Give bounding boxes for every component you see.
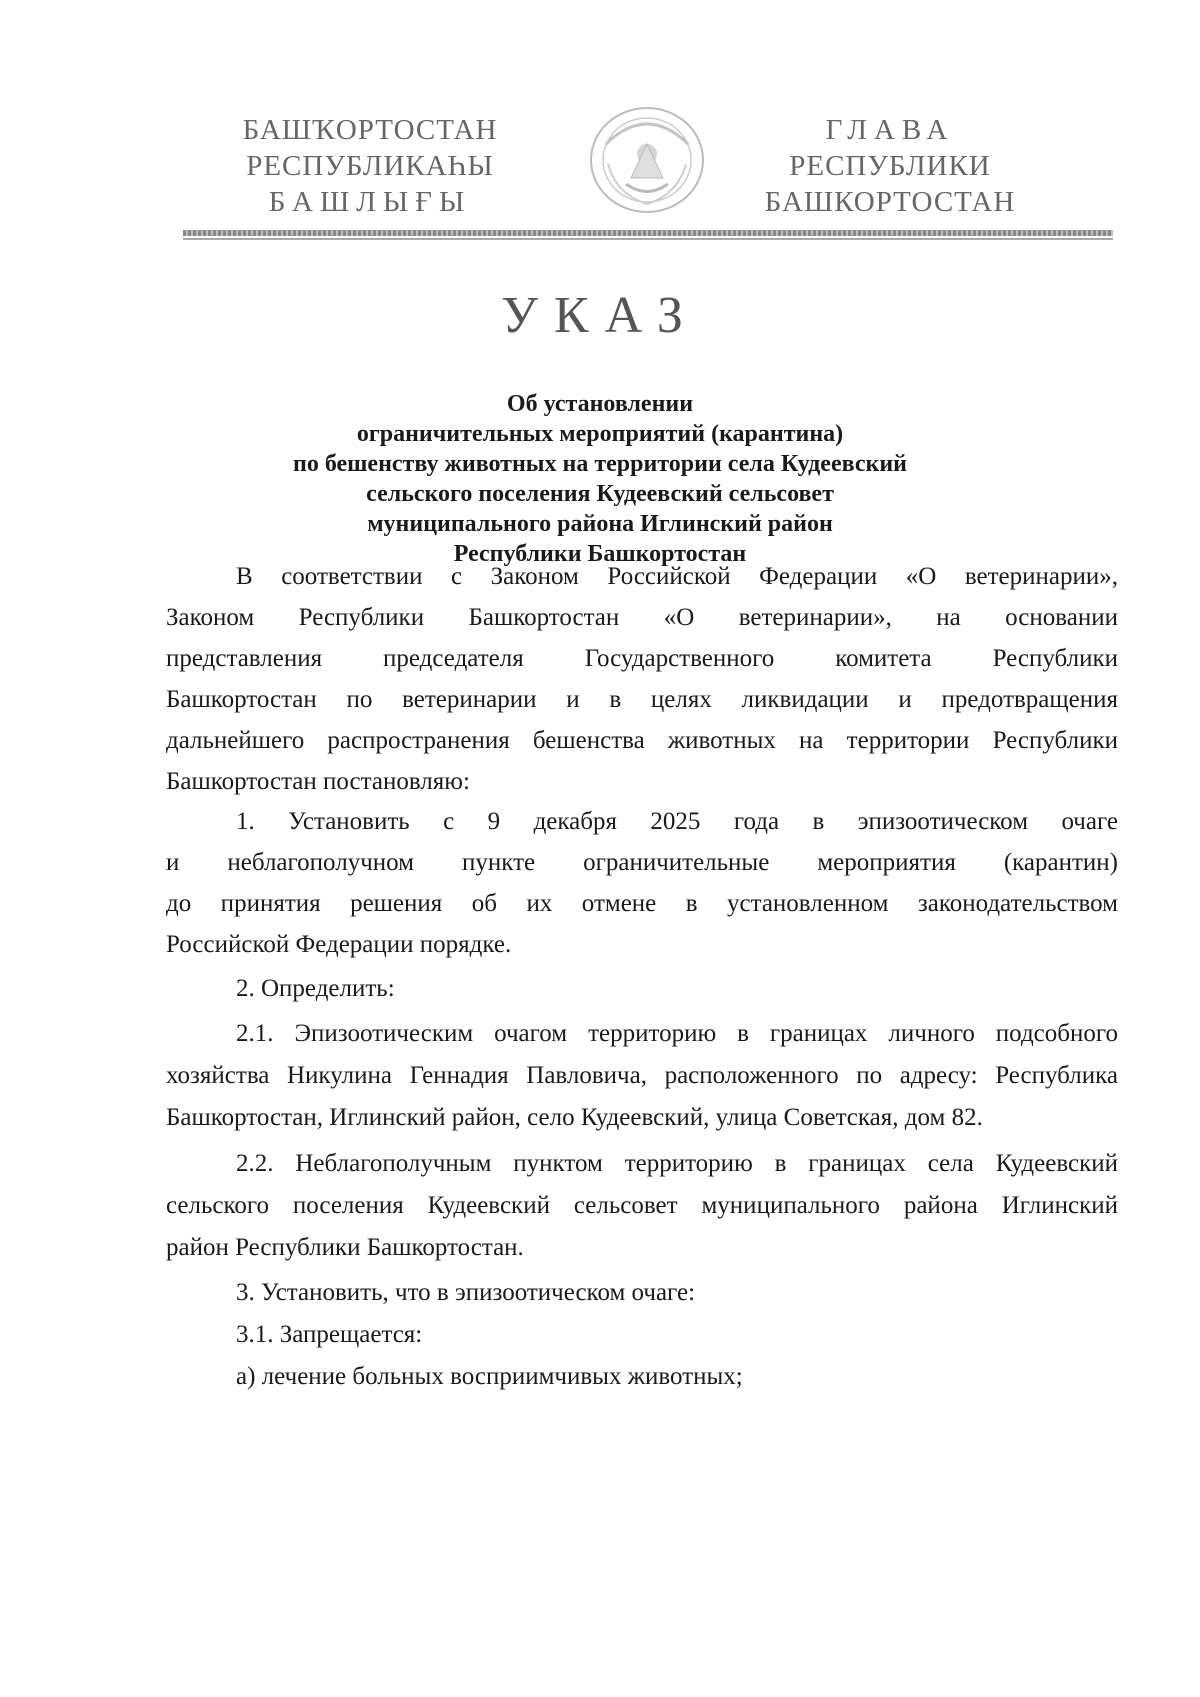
body-line: представления председателя Государственного комитета Республики	[166, 645, 1118, 672]
body-line: район Республики Башкортостан.	[166, 1234, 524, 1261]
body-line: 2. Определить:	[236, 975, 395, 1002]
letterhead-right-line-3: БАШКОРТОСТАН	[764, 186, 1016, 218]
body-line: сельского поселения Кудеевский сельсовет муниципального района Иглинский	[166, 1192, 1118, 1219]
body-line: Законом Республики Башкортостан «О ветеринарии», на основании	[166, 604, 1118, 631]
body-line: 3.1. Запрещается:	[236, 1321, 423, 1348]
subject-line: сельского поселения Кудеевский сельсовет	[366, 481, 834, 507]
body-line: дальнейшего распространения бешенства животных на территории Республики	[166, 727, 1118, 754]
document-type-title: УКАЗ	[501, 287, 699, 344]
body-line: 2.2. Неблагополучным пунктом территорию в границах села Кудеевский	[236, 1150, 1118, 1177]
body-line: Башкортостан по ветеринарии и в целях ликвидации и предотвращения	[166, 686, 1118, 713]
body-line: 3. Установить, что в эпизоотическом очаге:	[236, 1279, 696, 1306]
body-line: 1. Установить с 9 декабря 2025 года в эпизоотическом очаге	[236, 808, 1118, 835]
body-line: хозяйства Никулина Геннадия Павловича, расположенного по адресу: Республика	[166, 1062, 1118, 1089]
subject-line: Республики Башкортостан	[453, 541, 747, 567]
body-line: а) лечение больных восприимчивых животных;	[236, 1363, 743, 1390]
letterhead-left-line-1: БАШҠОРТОСТАН	[242, 114, 498, 146]
body-line: В соответствии с Законом Российской Федерации «О ветеринарии»,	[236, 563, 1118, 590]
letterhead-bashkir	[220, 112, 520, 220]
body-line: Российской Федерации порядке.	[166, 931, 512, 958]
subject-line: ограничительных мероприятий (карантина)	[356, 421, 844, 447]
letterhead-right-line-1: ГЛАВА	[825, 114, 955, 146]
subject-line: Об установлении	[506, 391, 694, 417]
body-line: до принятия решения об их отмене в установленном законодательством	[166, 890, 1118, 917]
letterhead-right-line-2: РЕСПУБЛИКИ	[789, 150, 991, 182]
coat-of-arms-emblem-icon	[586, 104, 708, 216]
subject-line: по бешенству животных на территории села Кудеевский	[292, 451, 907, 477]
letterhead-divider	[183, 230, 1113, 236]
body-line: и неблагополучном пункте ограничительные мероприятия (карантин)	[166, 849, 1118, 876]
decree-subject	[200, 389, 1000, 569]
letterhead-russian	[740, 112, 1040, 220]
letterhead-left-line-2: РЕСПУБЛИКАҺЫ	[246, 150, 494, 182]
body-line: Башкортостан, Иглинский район, село Кудеевский, улица Советская, дом 82.	[166, 1104, 983, 1131]
subject-line: муниципального района Иглинский район	[367, 511, 833, 537]
letterhead-divider-thin	[183, 238, 1113, 240]
letterhead-left-line-3: БАШЛЫҒЫ	[268, 186, 472, 218]
body-line: Башкортостан постановляю:	[166, 768, 470, 795]
body-line: 2.1. Эпизоотическим очагом территорию в границах личного подсобного	[236, 1020, 1118, 1047]
